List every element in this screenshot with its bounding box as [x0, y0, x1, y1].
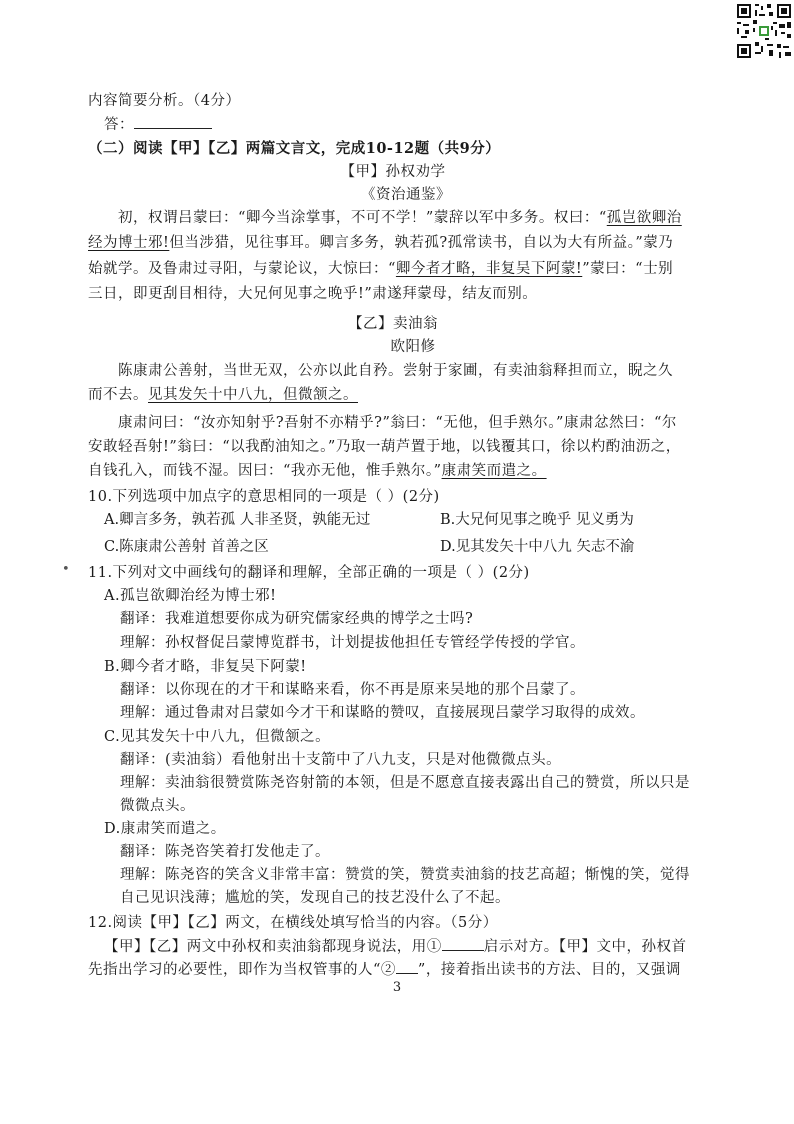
q12-line-2	[88, 959, 708, 981]
q11-d-translation: 翻译：陈尧咨笑着打发他走了。	[120, 844, 330, 860]
blank-number: ②	[380, 962, 396, 978]
yi-line-3: 康肃问曰：“汝亦知射乎?吾射不亦精乎?”翁曰：“无他，但手熟尔。”康肃忿然曰：“尔	[118, 415, 677, 431]
underlined-sentence: 见其发矢十中八九，但微颔之。	[148, 387, 358, 403]
q10-option-a: A.卿言多务，孰若孤 人非圣贤，孰能无过	[104, 512, 371, 528]
jia-line-4: 三日，即更刮目相待，大兄何见事之晚乎!”肃遂拜蒙母，结友而别。	[88, 286, 538, 302]
q11-c-understanding-1: 理解：卖油翁很赞赏陈尧咨射箭的本领，但是不愿意直接表露出自己的赞赏，所以只是	[120, 775, 690, 791]
q12-text: 【甲】【乙】两文中孙权和卖油翁都现身说法，用	[104, 939, 427, 955]
yi-text: 而不去。	[88, 387, 148, 403]
q11-b-translation: 翻译：以你现在的才干和谋略来看，你不再是原来吴地的那个吕蒙了。	[120, 682, 585, 698]
q11-option-d: D.康肃笑而遣之。	[104, 821, 226, 837]
text-yi-title: 【乙】卖油翁	[348, 316, 438, 332]
q12-stem: 12.阅读【甲】【乙】两文，在横线处填写恰当的内容。（5分）	[88, 915, 498, 931]
q12-blank-1	[442, 936, 484, 951]
jia-line-3	[88, 258, 708, 280]
section-title: （二）阅读【甲】【乙】两篇文言文，完成10-12题（共9分）	[88, 140, 501, 157]
intro-line: 内容简要分析。（4分）	[88, 93, 241, 109]
page-number: 3	[392, 980, 402, 995]
q10-option-b: B.大兄何见事之晚乎 见义勇为	[440, 512, 634, 528]
text-jia-title: 【甲】孙权劝学	[340, 164, 446, 180]
yi-line-2	[88, 384, 698, 406]
q10-stem: 10.下列选项中加点字的意思相同的一项是（ ）(2分)	[88, 489, 440, 505]
blank-number: ①	[426, 939, 442, 955]
jia-line-2	[88, 232, 708, 254]
qr-code-icon	[735, 2, 793, 60]
q12-text: 启示对方。【甲】文中，孙权首	[483, 939, 687, 955]
q11-d-understanding-1: 理解：陈尧咨的笑含义非常丰富：赞赏的笑，赞赏卖油翁的技艺高超；惭愧的笑，觉得	[120, 867, 690, 883]
text-jia-source: 《资治通鉴》	[361, 187, 451, 203]
q11-d-understanding-2: 自己见识浅薄；尴尬的笑，发现自己的技艺没什么了不起。	[120, 890, 510, 906]
q11-option-c: C.见其发矢十中八九，但微颔之。	[104, 729, 331, 745]
text-yi-author: 欧阳修	[390, 339, 436, 355]
answer-line	[104, 114, 714, 136]
jia-text: 初，权谓吕蒙曰：“卿今当涂掌事，不可不学！”蒙辞以军中多务。权曰：“	[118, 210, 607, 226]
answer-blank	[134, 114, 212, 129]
jia-text: ”蒙曰：“士别	[582, 261, 674, 277]
jia-line-1	[118, 207, 708, 229]
q11-option-b: B.卿今者才略，非复吴下阿蒙!	[104, 659, 307, 675]
margin-mark: •	[62, 562, 70, 577]
q10-option-d: D.见其发矢十中八九 矢志不渝	[440, 539, 635, 555]
jia-text: 始就学。及鲁肃过寻阳，与蒙论议，大惊曰：“	[88, 261, 396, 277]
underlined-sentence: 经为博士邪!	[88, 235, 170, 251]
underlined-sentence: 卿今者才略，非复吴下阿蒙!	[395, 261, 583, 277]
q11-c-understanding-2: 微微点头。	[120, 798, 195, 814]
q10-option-c: C.陈康肃公善射 首善之区	[104, 539, 269, 555]
q12-line-1	[104, 936, 704, 958]
yi-text: 自钱孔入，而钱不湿。因曰：“我亦无他，惟手熟尔。”	[88, 463, 442, 479]
q11-stem: 11.下列对文中画线句的翻译和理解，全部正确的一项是（ ）(2分)	[88, 565, 530, 581]
q11-a-understanding: 理解：孙权督促吕蒙博览群书，计划提拔他担任专管经学传授的学官。	[120, 635, 585, 651]
underlined-sentence: 孤岂欲卿治	[606, 210, 682, 226]
jia-text: 但当涉猎，见往事耳。卿言多务，孰若孤?孤常读书，自以为大有所益。”蒙乃	[169, 235, 674, 251]
q12-text: 先指出学习的必要性，即作为当权管事的人“	[88, 962, 381, 978]
q11-c-translation: 翻译：(卖油翁）看他射出十支箭中了八九支，只是对他微微点头。	[120, 752, 562, 768]
answer-label: 答：	[104, 117, 134, 133]
yi-line-1: 陈康肃公善射，当世无双，公亦以此自矜。尝射于家圃，有卖油翁释担而立，睨之久	[118, 363, 673, 379]
yi-line-5	[88, 460, 698, 482]
q12-text: ”，接着指出读书的方法、目的，又强调	[417, 962, 681, 978]
q12-blank-2	[396, 959, 418, 974]
q11-b-understanding: 理解：通过鲁肃对吕蒙如今才干和谋略的赞叹，直接展现吕蒙学习取得的成效。	[120, 705, 645, 721]
yi-line-4: 安敢轻吾射!”翁曰：“以我酌油知之。”乃取一葫芦置于地，以钱覆其口，徐以杓酌油沥之，	[88, 439, 681, 455]
q11-option-a: A.孤岂欲卿治经为博士邪!	[104, 588, 277, 604]
q11-a-translation: 翻译：我难道想要你成为研究儒家经典的博学之士吗?	[120, 611, 474, 627]
underlined-sentence: 康肃笑而遣之。	[441, 463, 547, 479]
